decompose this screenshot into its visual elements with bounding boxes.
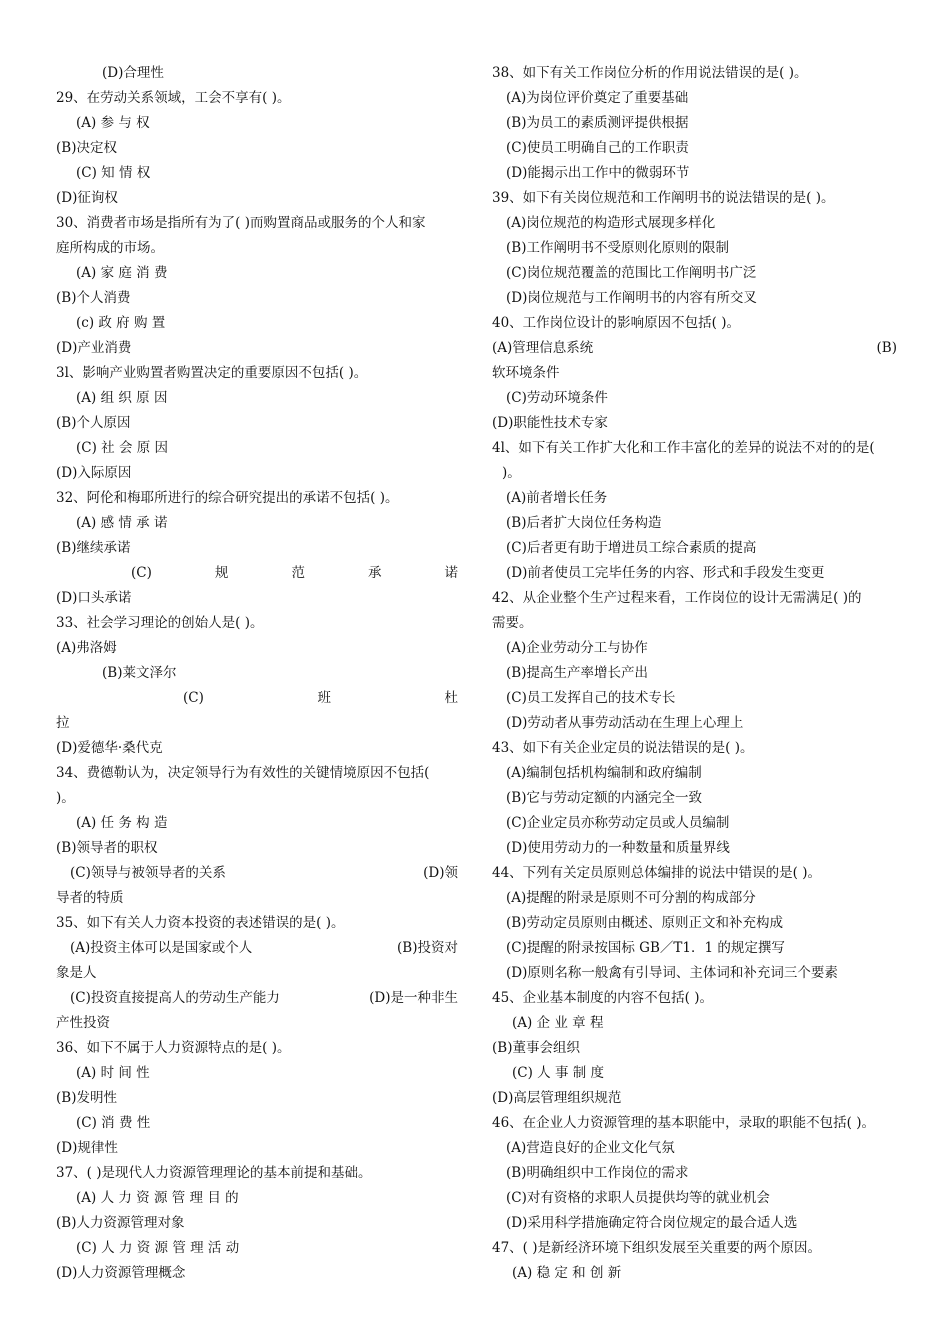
- question-46: 46、在企业人力资源管理的基本职能中，录取的职能不包括( )。: [492, 1115, 876, 1131]
- option-36-c: (C) 消 费 性: [76, 1115, 151, 1131]
- option-44-c: (C)提醒的附录按国标 GB／T1．1 的规定撰写: [506, 940, 785, 956]
- left-column: [56, 61, 458, 1286]
- option-39-b: (B)工作阐明书不受原则化原则的限制: [506, 240, 729, 256]
- option-33-b: (B)莱文泽尔: [102, 665, 177, 681]
- option-41-c: (C)后者更有助于增进员工综合素质的提高: [506, 540, 757, 556]
- option-29-a: (A) 参 与 权: [76, 115, 150, 131]
- option-32-c-part: 承: [367, 565, 382, 581]
- option-29-b: (B)决定权: [56, 140, 117, 156]
- option-28-d: (D)合理性: [102, 65, 164, 81]
- question-32: 32、阿伦和梅耶所进行的综合研究提出的承诺不包括( )。: [56, 490, 399, 506]
- option-33-c-part: (C): [183, 690, 204, 706]
- option-39-a: (A)岗位规范的构造形式展现多样化: [506, 215, 716, 231]
- option-40-b-continued: 软环境条件: [492, 365, 560, 381]
- options-40-a-b: [492, 336, 897, 361]
- option-32-c-part: (C): [131, 565, 152, 581]
- question-29: 29、在劳动关系领域，工会不享有( )。: [56, 90, 291, 106]
- question-31: 3l、影响产业购置者购置决定的重要原因不包括( )。: [56, 365, 368, 381]
- question-30-line-2: 庭所构成的市场。: [56, 240, 164, 256]
- option-34-d-continued: 导者的特质: [56, 890, 124, 906]
- option-35-d-continued: 产性投资: [56, 1015, 110, 1031]
- option-38-c: (C)使员工明确自己的工作职责: [506, 140, 689, 156]
- option-32-d: (D)口头承诺: [56, 590, 132, 606]
- question-38: 38、如下有关工作岗位分析的作用说法错误的是( )。: [492, 65, 808, 81]
- option-35-b: (B)投资对: [397, 940, 458, 956]
- option-42-b: (B)提高生产率增长产出: [506, 665, 648, 681]
- option-29-c: (C) 知 情 权: [76, 165, 151, 181]
- option-41-a: (A)前者增长任务: [506, 490, 608, 506]
- option-32-c-part: 规: [214, 565, 229, 581]
- option-45-a: (A) 企 业 章 程: [512, 1015, 604, 1031]
- option-40-d: (D)职能性技术专家: [492, 415, 608, 431]
- option-35-a: (A)投资主体可以是国家或个人: [70, 940, 253, 956]
- option-44-a: (A)提醒的附录是原则不可分割的构成部分: [506, 890, 756, 906]
- question-35: 35、如下有关人力资本投资的表述错误的是( )。: [56, 915, 345, 931]
- question-36: 36、如下不属于人力资源特点的是( )。: [56, 1040, 291, 1056]
- question-39: 39、如下有关岗位规范和工作阐明书的说法错误的是( )。: [492, 190, 835, 206]
- question-30-line-1: 30、消费者市场是指所有为了( )而购置商品或服务的个人和家: [56, 215, 426, 231]
- option-38-a: (A)为岗位评价奠定了重要基础: [506, 90, 689, 106]
- option-39-c: (C)岗位规范覆盖的范围比工作阐明书广泛: [506, 265, 757, 281]
- question-41-line-2: )。: [502, 465, 521, 481]
- option-34-c: (C)领导与被领导者的关系: [70, 865, 226, 881]
- option-33-c-continued: 拉: [56, 715, 70, 731]
- option-44-b: (B)劳动定员原则由概述、原则正文和补充构成: [506, 915, 783, 931]
- option-35-b-continued: 象是人: [56, 965, 97, 981]
- option-39-d: (D)岗位规范与工作阐明书的内容有所交叉: [506, 290, 757, 306]
- question-45: 45、企业基本制度的内容不包括( )。: [492, 990, 714, 1006]
- option-40-c: (C)劳动环境条件: [506, 390, 608, 406]
- option-42-a: (A)企业劳动分工与协作: [506, 640, 648, 656]
- option-31-d: (D)入际原因: [56, 465, 132, 481]
- option-43-b: (B)它与劳动定额的内涵完全一致: [506, 790, 702, 806]
- option-31-a: (A) 组 织 原 因: [76, 390, 168, 406]
- option-45-d: (D)高层管理组织规范: [492, 1090, 622, 1106]
- question-33: 33、社会学习理论的创始人是( )。: [56, 615, 264, 631]
- option-42-d: (D)劳动者从事劳动活动在生理上心理上: [506, 715, 744, 731]
- option-43-d: (D)使用劳动力的一种数量和质量界线: [506, 840, 730, 856]
- option-38-d: (D)能揭示出工作中的微弱环节: [506, 165, 690, 181]
- option-32-a: (A) 感 情 承 诺: [76, 515, 168, 531]
- question-41-line-1: 4l、如下有关工作扩大化和工作丰富化的差异的说法不对的的是(: [492, 440, 875, 456]
- option-35-c: (C)投资直接提高人的劳动生产能力: [70, 990, 280, 1006]
- option-31-b: (B)个人原因: [56, 415, 131, 431]
- option-36-b: (B)发明性: [56, 1090, 117, 1106]
- question-47: 47、( )是新经济环境下组织发展至关重要的两个原因。: [492, 1240, 822, 1256]
- option-29-d: (D)征询权: [56, 190, 118, 206]
- question-37: 37、( )是现代人力资源管理理论的基本前提和基础。: [56, 1165, 372, 1181]
- option-33-c-part: 杜: [444, 690, 458, 706]
- question-34-line-2: )。: [56, 790, 75, 806]
- option-30-b: (B)个人消费: [56, 290, 131, 306]
- option-32-c: [56, 561, 458, 586]
- option-32-b: (B)继续承诺: [56, 540, 131, 556]
- option-43-c: (C)企业定员亦称劳动定员或人员编制: [506, 815, 730, 831]
- option-41-d: (D)前者使员工完毕任务的内容、形式和手段发生变更: [506, 565, 825, 581]
- option-38-b: (B)为员工的素质测评提供根据: [506, 115, 689, 131]
- option-46-c: (C)对有资格的求职人员提供均等的就业机会: [506, 1190, 770, 1206]
- option-47-a: (A) 稳 定 和 创 新: [512, 1265, 622, 1281]
- option-46-d: (D)采用科学措施确定符合岗位规定的最合适人选: [506, 1215, 798, 1231]
- option-32-c-part: 范: [291, 565, 305, 581]
- option-36-d: (D)规律性: [56, 1140, 118, 1156]
- option-34-b: (B)领导者的职权: [56, 840, 158, 856]
- question-42-line-1: 42、从企业整个生产过程来看，工作岗位的设计无需满足( )的: [492, 590, 862, 606]
- option-30-c: (c) 政 府 购 置: [76, 315, 166, 331]
- option-37-a: (A) 人 力 资 源 管 理 目 的: [76, 1190, 239, 1206]
- option-46-a: (A)营造良好的企业文化气氛: [506, 1140, 675, 1156]
- option-40-a: (A)管理信息系统: [492, 340, 594, 356]
- options-35-c-d: [56, 986, 458, 1011]
- option-32-c-part: 诺: [444, 565, 458, 581]
- option-33-c: [56, 686, 458, 711]
- option-34-a: (A) 任 务 构 造: [76, 815, 168, 831]
- option-33-c-part: 班: [317, 690, 331, 706]
- option-40-b: (B): [876, 340, 897, 356]
- option-44-d: (D)原则名称一般禽有引导词、主体词和补充词三个要素: [506, 965, 838, 981]
- question-40: 40、工作岗位设计的影响原因不包括( )。: [492, 315, 741, 331]
- option-37-d: (D)人力资源管理概念: [56, 1265, 186, 1281]
- question-44: 44、下列有关定员原则总体编排的说法中错误的是( )。: [492, 865, 822, 881]
- options-34-c-d: [56, 861, 458, 886]
- option-45-b: (B)董事会组织: [492, 1040, 580, 1056]
- option-41-b: (B)后者扩大岗位任务构造: [506, 515, 662, 531]
- options-35-a-b: [56, 936, 458, 961]
- option-37-c: (C) 人 力 资 源 管 理 活 动: [76, 1240, 240, 1256]
- option-42-c: (C)员工发挥自己的技术专长: [506, 690, 676, 706]
- right-column: [492, 61, 897, 1286]
- option-37-b: (B)人力资源管理对象: [56, 1215, 185, 1231]
- option-43-a: (A)编制包括机构编制和政府编制: [506, 765, 702, 781]
- option-30-a: (A) 家 庭 消 费: [76, 265, 168, 281]
- option-30-d: (D)产业消费: [56, 340, 132, 356]
- option-36-a: (A) 时 间 性: [76, 1065, 150, 1081]
- option-46-b: (B)明确组织中工作岗位的需求: [506, 1165, 689, 1181]
- question-34-line-1: 34、费德勒认为，决定领导行为有效性的关键情境原因不包括(: [56, 765, 430, 781]
- option-33-d: (D)爱德华·桑代克: [56, 740, 163, 756]
- question-42-line-2: 需要。: [492, 615, 533, 631]
- option-35-d: (D)是一种非生: [369, 990, 458, 1006]
- option-45-c: (C) 人 事 制 度: [512, 1065, 605, 1081]
- option-34-d: (D)领: [423, 865, 458, 881]
- question-43: 43、如下有关企业定员的说法错误的是( )。: [492, 740, 754, 756]
- option-31-c: (C) 社 会 原 因: [76, 440, 169, 456]
- option-33-a: (A)弗洛姆: [56, 640, 117, 656]
